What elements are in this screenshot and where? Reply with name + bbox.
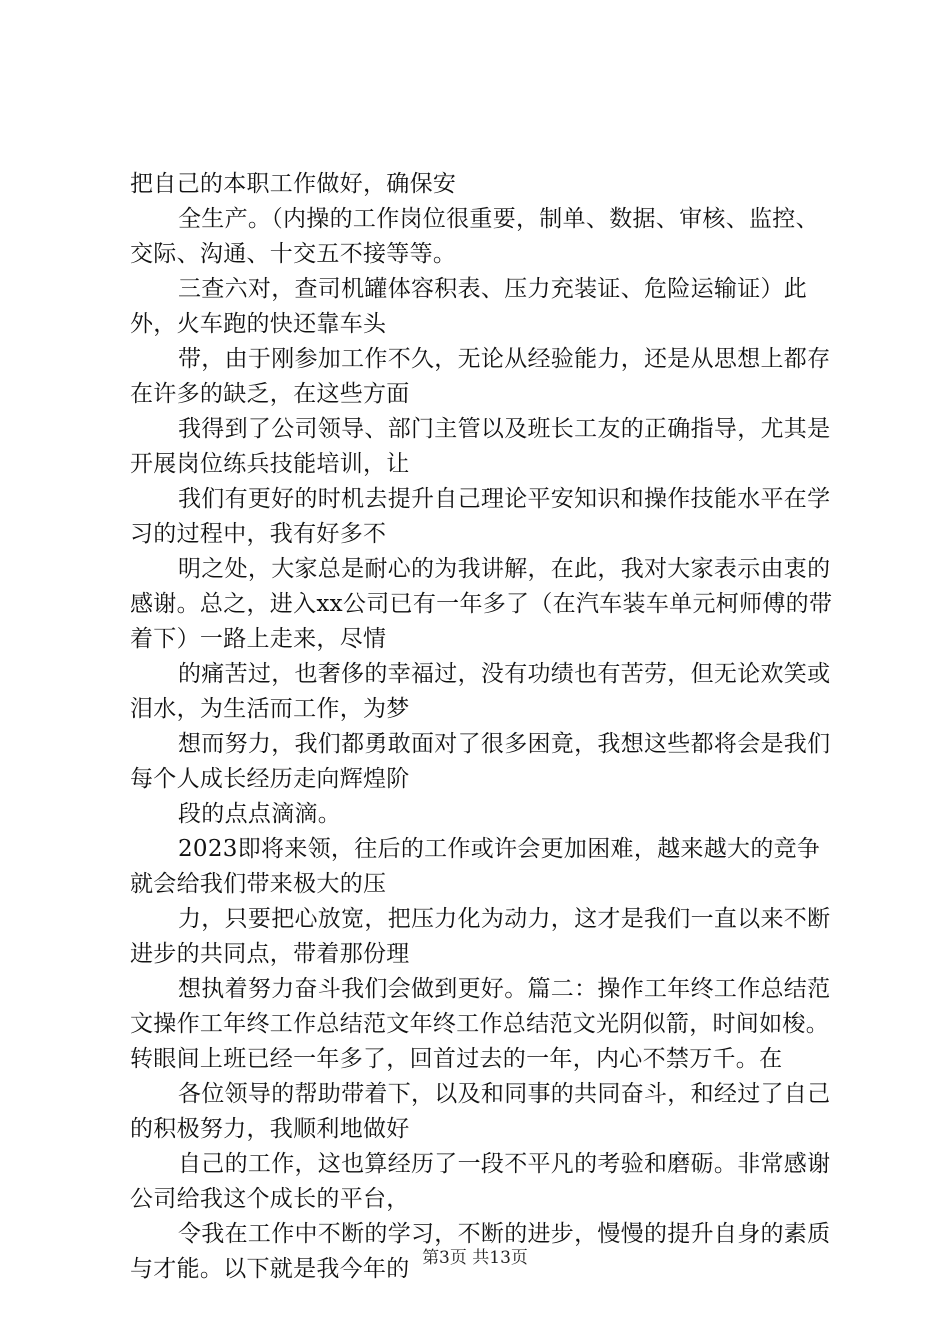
paragraph: 想而努力，我们都勇敢面对了很多困竟，我想这些都将会是我们每个人成长经历走向辉煌阶 [130,731,831,792]
document-body [130,167,840,1287]
paragraph: 各位领导的帮助带着下，以及和同事的共同奋斗，和经过了自己的积极努力，我顺利地做好 [130,1081,831,1142]
paragraph: 自己的工作，这也算经历了一段不平凡的考验和磨砺。非常感谢公司给我这个成长的平台， [130,1151,831,1212]
paragraph: 我得到了公司领导、部门主管以及班长工友的正确指导，尤其是开展岗位练兵技能培训，让 [130,416,831,477]
paragraph: 段的点点滴滴。 [178,801,342,827]
paragraph: 全生产。（内操的工作岗位很重要，制单、数据、审核、监控、交际、沟通、十交五不接等等。 [130,206,819,267]
paragraph: 把自己的本职工作做好，确保安 [130,171,457,197]
paragraph: 三查六对，查司机罐体容积表、压力充装证、危险运输证）此外，火车跑的快还靠车头 [130,276,808,337]
paragraph: 我们有更好的时机去提升自己理论平安知识和操作技能水平在学习的过程中，我有好多不 [130,486,831,547]
page-number-footer: 第3页 共13页 [422,1248,528,1268]
paragraph: 令我在工作中不断的学习，不断的进步，慢慢的提升自身的素质与才能。以下就是我今年的 [130,1221,831,1282]
paragraph: 想执着努力奋斗我们会做到更好。篇二：操作工年终工作总结范文操作工年终工作总结范文年终工作总结范文光阴似箭，时间如梭。转眼间上班已经一年多了，回首过去的一年，内心不禁万千。在 [130,976,831,1072]
paragraph: 的痛苦过，也奢侈的幸福过，没有功绩也有苦劳，但无论欢笑或泪水，为生活而工作，为梦 [130,661,831,722]
paragraph: 带，由于刚参加工作不久，无论从经验能力，还是从思想上都存在许多的缺乏，在这些方面 [130,346,831,407]
paragraph: 力，只要把心放宽，把压力化为动力，这才是我们一直以来不断进步的共同点，带着那份理 [130,906,831,967]
paragraph: 2023即将来领，往后的工作或许会更加困难，越来越大的竞争就会给我们带来极大的压 [130,836,821,897]
paragraph: 明之处，大家总是耐心的为我讲解，在此，我对大家表示由衷的感谢。总之，进入xx公司已有一年多了（在汽车装车单元柯师傅的带着下）一路上走来，尽情 [130,556,833,652]
